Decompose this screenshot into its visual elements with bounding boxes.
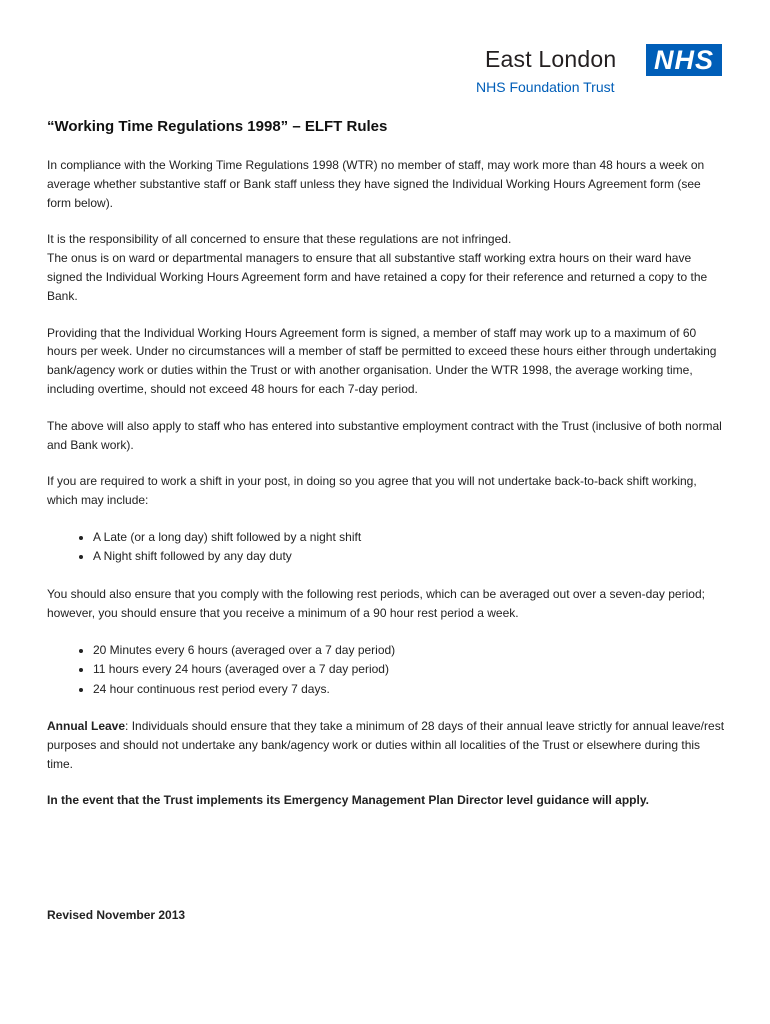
shift-list	[47, 528, 725, 567]
rest-period-list	[47, 641, 725, 700]
document-title: “Working Time Regulations 1998” – ELFT Rules	[47, 118, 388, 135]
list-item: • A Late (or a long day) shift followed by a night shift	[93, 528, 725, 548]
paragraph-substantive-staff: The above will also apply to staff who has entered into substantive employment contract with the Trust (inclusive of both normal and Bank work).	[47, 418, 722, 452]
list-item: • 11 hours every 24 hours (averaged over a 7 day period)	[93, 660, 725, 680]
logo-org-name: East London	[485, 46, 617, 72]
paragraph-annual-leave	[47, 717, 725, 773]
document-body	[47, 118, 725, 828]
paragraph-emergency-note: In the event that the Trust implements its Emergency Management Plan Director level guidance will apply.	[47, 793, 649, 808]
paragraph-rest-periods: You should also ensure that you comply with the following rest periods, which can be averaged out over a seven-day period; however, you should ensure that you receive a minimum of a 90 hour rest period a week.	[47, 586, 705, 620]
paragraph-responsibility: It is the responsibility of all concerned to ensure that these regulations are not infringed.	[47, 232, 512, 247]
list-item: • 20 Minutes every 6 hours (averaged over a 7 day period)	[93, 641, 725, 661]
logo-trust-name: NHS Foundation Trust	[476, 79, 615, 95]
revised-date: Revised November 2013	[47, 908, 186, 922]
list-item: • A Night shift followed by any day duty	[93, 547, 725, 567]
paragraph-manager-onus: The onus is on ward or departmental managers to ensure that all substantive staff working extra hours on their ward have signed the Individual Working Hours Agreement form and have retained a copy for their reference and returned a copy to the Bank.	[47, 251, 708, 303]
paragraph-max-hours: Providing that the Individual Working Hours Agreement form is signed, a member of staff may work up to a maximum of 60 hours per week. Under no circumstances will a member of staff be permitted to exceed these hours either through undertaking bank/agency work or duties within the Trust or with another organisation. Under the WTR 1998, the average working time, including overtime, should not exceed 48 hours for each 7-day period.	[47, 325, 717, 396]
trust-logo	[476, 42, 726, 98]
annual-leave-label: Annual Leave	[47, 719, 126, 734]
paragraph-wtr-compliance: In compliance with the Working Time Regulations 1998 (WTR) no member of staff, may work more than 48 hours a week on average whether substantive staff or Bank staff unless they have signed the Individual Working Hours Agreement form (see form below).	[47, 158, 705, 210]
annual-leave-text: : Individuals should ensure that they take a minimum of 28 days of their annual leave strictly for annual leave/rest purposes and should not undertake any bank/agency work or duties within all localities of the Trust or elsewhere during this time.	[47, 719, 725, 771]
list-item: • 24 hour continuous rest period every 7 days.	[93, 680, 725, 700]
paragraph-shift-working: If you are required to work a shift in your post, in doing so you agree that you will not undertake back-to-back shift working, which may include:	[47, 474, 697, 508]
nhs-logo-mark: NHS	[646, 44, 722, 76]
